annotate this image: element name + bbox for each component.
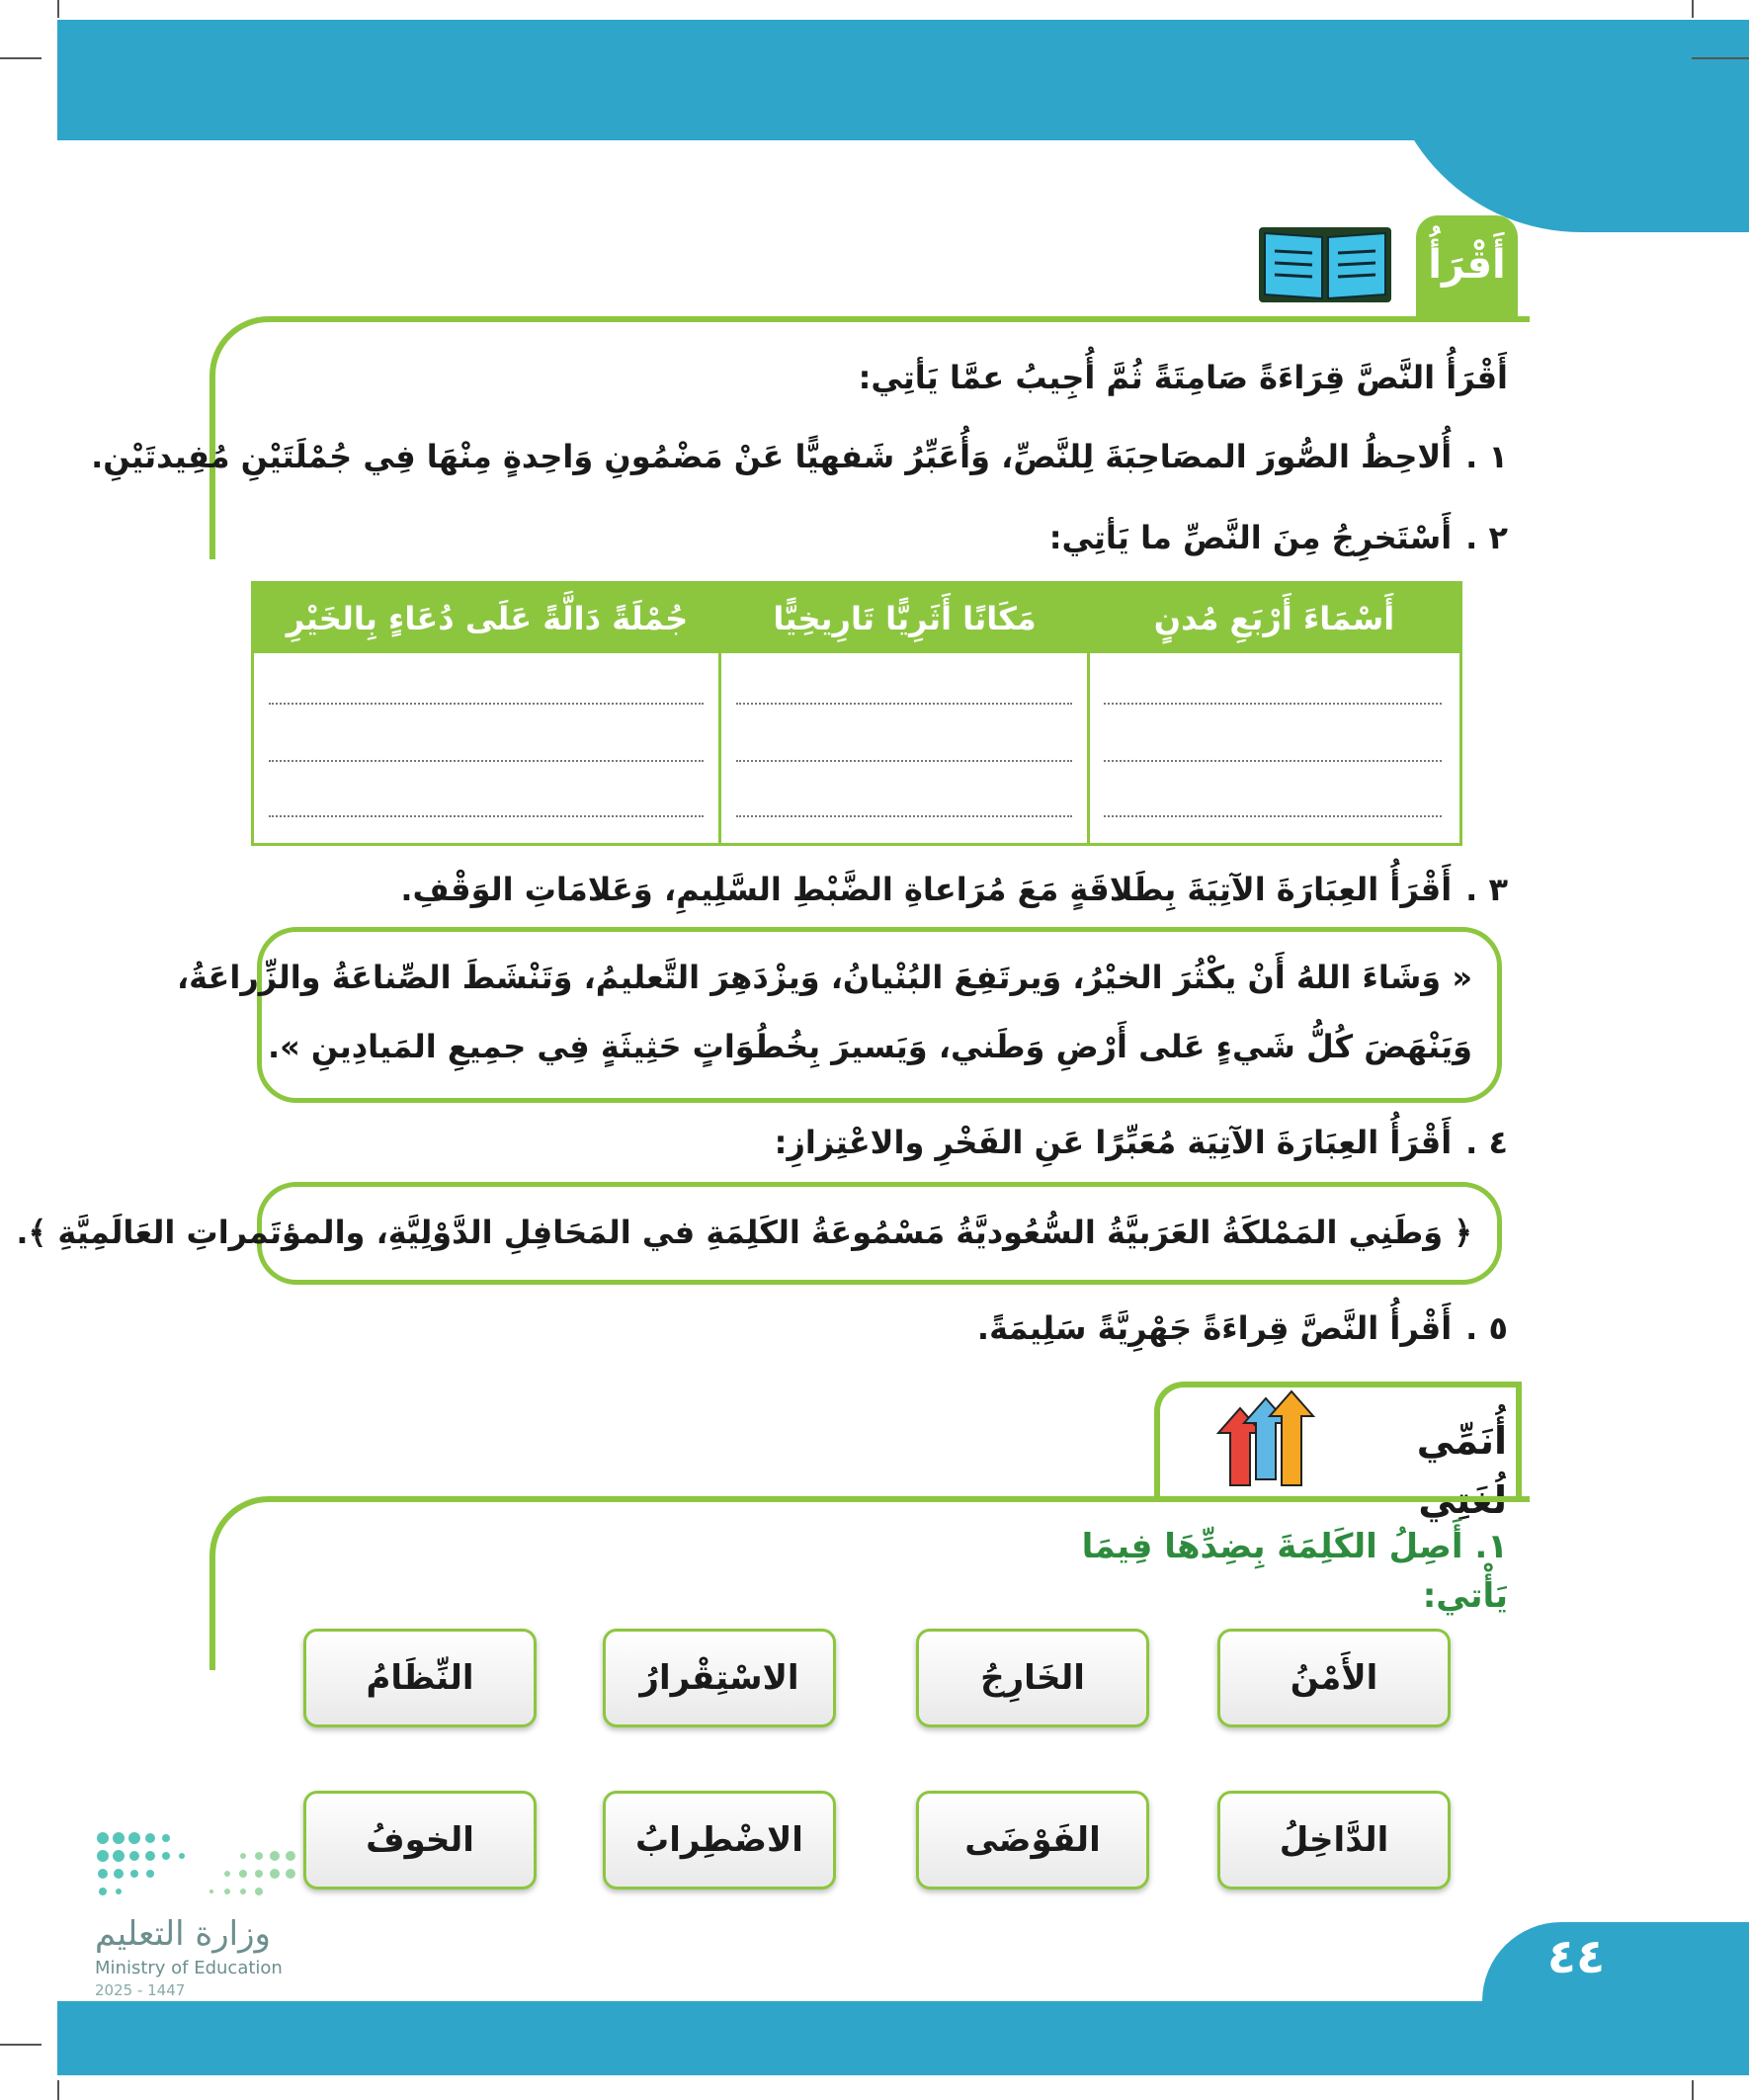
passage-line: وَيَنْهَضَ كُلُّ شَيءٍ عَلى أَرْضِ وَطَني، وَيَسيرَ بِخُطُوَاتٍ حَثِيثَةٍ فِي جمِيعِ المَيادِينِ ». [267, 1028, 1472, 1065]
question-2 [593, 516, 1508, 559]
crop-mark [0, 2044, 42, 2046]
crop-mark [0, 57, 42, 59]
answer-line[interactable] [269, 703, 704, 705]
table-header-cities: أَسْمَاءَ أَرْبَعِ مُدنٍ [1089, 584, 1459, 653]
table-header-prayer: جُمْلَةً دَالَّةً عَلَى دُعَاءٍ بِالخَيْرِ [254, 584, 720, 653]
table-divider [1087, 584, 1090, 843]
question-number: ٤ . [1465, 1124, 1508, 1161]
question-text: أَسْتَخرِجُ مِنَ النَّصِّ ما يَأتِي: [1048, 519, 1453, 556]
crop-mark [57, 2080, 59, 2100]
rising-arrows-icon [1210, 1388, 1319, 1487]
answer-line[interactable] [736, 815, 1072, 817]
question-number: ٢ . [1465, 519, 1508, 556]
question-1 [91, 435, 1508, 478]
word-card[interactable]: الاضْطِرابُ [603, 1791, 836, 1890]
question-number: ٣ . [1465, 871, 1508, 908]
word-card[interactable]: الاسْتِقْرارُ [603, 1629, 836, 1727]
answer-line[interactable] [736, 703, 1072, 705]
ministry-name-english: Ministry of Education [95, 1958, 283, 1978]
answer-line[interactable] [1104, 703, 1442, 705]
ministry-year: 2025 - 1447 [95, 1981, 186, 1999]
answer-line[interactable] [269, 760, 704, 762]
word-card[interactable]: الفَوْضَى [916, 1791, 1149, 1890]
read-intro: أَقْرَأُ النَّصَّ قِرَاءَةً صَامِتَةً ثُمَّ أُجِيبُ عمَّا يَأتِي: [858, 359, 1508, 396]
question-number: ٥ . [1465, 1309, 1508, 1347]
question-text: أَقْرأُ النَّصَّ قِراءَةً جَهْرِيَّةً سَلِيمَةً. [976, 1309, 1453, 1347]
passage-line: « وَشَاءَ اللهُ أَنْ يكْثُرَ الخيْرُ، وَيرتَفِعَ البُنْيانُ، وَيزْدَهِرَ التَّعليمُ، وَتَنْشَطَ الصِّناعَةُ والزِّراعَةُ، [176, 959, 1472, 996]
question-text: أَقْرَأُ العِبَارَةَ الآتِيَة مُعَبِّرًا عَنِ الفَخْرِ والاعْتِزازِ: [774, 1124, 1453, 1161]
ministry-name-arabic: وزارة التعليم [95, 1914, 271, 1954]
grow-section-title: أُنَمِّي لُغَتِي [1416, 1419, 1507, 1522]
question-3 [400, 868, 1508, 911]
footer-band [57, 2001, 1749, 2075]
read-section-title: أَقْرَأُ [1428, 242, 1506, 288]
answer-line[interactable] [1104, 760, 1442, 762]
crop-mark [57, 0, 59, 18]
matching-instruction: ١. أَصِلُ الكَلِمَةَ بِضِدِّهَا فِيمَا يَأْتي: [1081, 1527, 1508, 1616]
answer-line[interactable] [1104, 815, 1442, 817]
answer-line[interactable] [736, 760, 1072, 762]
crop-mark [1692, 57, 1749, 59]
question-4 [774, 1121, 1508, 1164]
word-card[interactable]: الأَمْنُ [1217, 1629, 1451, 1727]
table-header-landmark: مَكَانًا أَثَرِيًّا تَارِيخِيًّا [720, 584, 1089, 653]
table-divider [718, 584, 721, 843]
question-text: أَقْرَأُ العِبَارَةَ الآتِيَةَ بِطَلاقَةٍ مَعَ مُرَاعاةِ الضَّبْطِ السَّلِيمِ، وَعَلامَاتِ الوَقْفِ. [400, 871, 1453, 908]
open-book-icon [1257, 225, 1393, 304]
answer-line[interactable] [269, 815, 704, 817]
extraction-table [251, 581, 1462, 846]
word-card[interactable]: الخوفُ [303, 1791, 537, 1890]
ministry-logo-icon [95, 1826, 312, 1905]
header-curve [1383, 20, 1749, 232]
question-number: ١ . [1465, 438, 1508, 475]
passage-line: ﴿ وَطَنِي المَمْلكَةُ العَرَبيَّةُ السُّعُوديَّةُ مَسْمُوعَةُ الكَلِمَةِ في المَحَافِلِ الدَّوْلِيَّةِ، والمؤتَمراتِ العَالَمِيَّةِ ﴾. [16, 1214, 1472, 1251]
fluency-passage-box [176, 927, 1502, 1103]
crop-mark [1692, 0, 1694, 18]
question-5 [976, 1306, 1508, 1350]
crop-mark [1692, 2080, 1694, 2100]
word-card[interactable]: الخَارِجُ [916, 1629, 1149, 1727]
word-card[interactable]: النِّظَامُ [303, 1629, 537, 1727]
word-card[interactable]: الدَّاخِلُ [1217, 1791, 1451, 1890]
question-text: أُلاحِظُ الصُّورَ المصَاحِبَةَ لِلنَّصِّ، وَأُعَبِّرُ شَفهيًّا عَنْ مَضْمُونِ وَاحِدةٍ مِنْهَا فِي جُمْلَتَيْنِ مُفِيدتَيْنِ. [91, 438, 1453, 475]
page-number: ٤٤ [1546, 1929, 1606, 1984]
pride-passage-box [16, 1182, 1502, 1285]
